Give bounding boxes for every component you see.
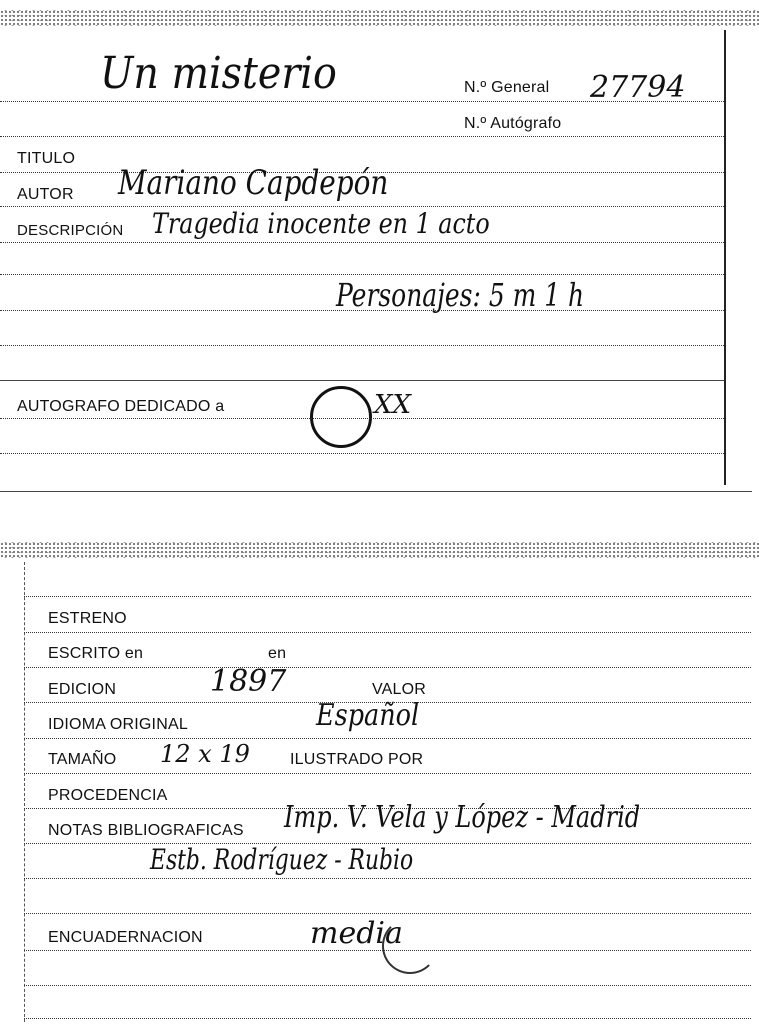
rule xyxy=(0,310,724,311)
titulo-label: TITULO xyxy=(17,150,76,167)
procedencia-label: PROCEDENCIA xyxy=(48,787,168,804)
rule xyxy=(24,667,751,668)
tamano-value: 12 x 19 xyxy=(160,740,250,768)
encuadernacion-value: media xyxy=(310,916,403,951)
rule xyxy=(0,136,724,137)
rule xyxy=(0,345,724,346)
descripcion-label: DESCRIPCIÓN xyxy=(17,222,124,239)
no-general-label: N.º General xyxy=(464,79,550,96)
rule xyxy=(0,418,724,419)
rule xyxy=(24,773,751,774)
title-handwritten: Un misterio xyxy=(100,48,337,99)
idioma-original-label: IDIOMA ORIGINAL xyxy=(48,716,188,733)
rule xyxy=(24,878,751,879)
rule xyxy=(0,380,724,381)
autografo-dedicado-label: AUTOGRAFO DEDICADO a xyxy=(17,398,225,415)
rule xyxy=(24,738,751,739)
stamp-circle xyxy=(382,918,438,974)
notas-value-line2: Estb. Rodríguez - Rubio xyxy=(150,843,414,876)
card-right-border xyxy=(724,30,726,485)
card-torn-edge xyxy=(0,10,759,26)
estreno-label: ESTRENO xyxy=(48,610,127,627)
catalog-card-front xyxy=(0,0,759,495)
notas-bibliograficas-label: NOTAS BIBLIOGRAFICAS xyxy=(48,822,244,839)
rule xyxy=(24,596,751,597)
notas-value-line1: Imp. V. Vela y López - Madrid xyxy=(284,800,641,835)
autografo-dedicado-value: XX xyxy=(374,390,412,420)
stamp-circle xyxy=(310,386,372,448)
tamano-label: TAMAÑO xyxy=(48,751,117,768)
rule xyxy=(24,950,751,951)
no-general-value: 27794 xyxy=(590,70,686,105)
card-left-border xyxy=(24,562,25,1022)
personajes-value: Personajes: 5 m 1 h xyxy=(336,276,585,314)
escrito-en-label: en xyxy=(268,645,287,662)
rule xyxy=(24,632,751,633)
descripcion-value: Tragedia inocente en 1 acto xyxy=(152,207,490,240)
valor-label: VALOR xyxy=(372,681,427,698)
no-autografo-label: N.º Autógrafo xyxy=(464,115,562,132)
escrito-label: ESCRITO en xyxy=(48,645,144,662)
edicion-value: 1897 xyxy=(210,664,287,699)
rule xyxy=(0,274,724,275)
card-torn-edge xyxy=(0,542,759,558)
encuadernacion-label: ENCUADERNACION xyxy=(48,929,203,946)
edicion-label: EDICION xyxy=(48,681,117,698)
rule xyxy=(0,453,724,454)
rule xyxy=(24,985,751,986)
rule xyxy=(0,242,724,243)
rule xyxy=(24,1018,751,1019)
rule xyxy=(0,101,724,102)
idioma-original-value: Español xyxy=(316,698,420,733)
autor-value: Mariano Capdepón xyxy=(118,163,389,203)
ilustrado-por-label: ILUSTRADO POR xyxy=(290,751,424,768)
card-bottom-edge xyxy=(0,491,752,492)
catalog-card-back xyxy=(0,540,759,1028)
autor-label: AUTOR xyxy=(17,186,74,203)
rule xyxy=(24,913,751,914)
